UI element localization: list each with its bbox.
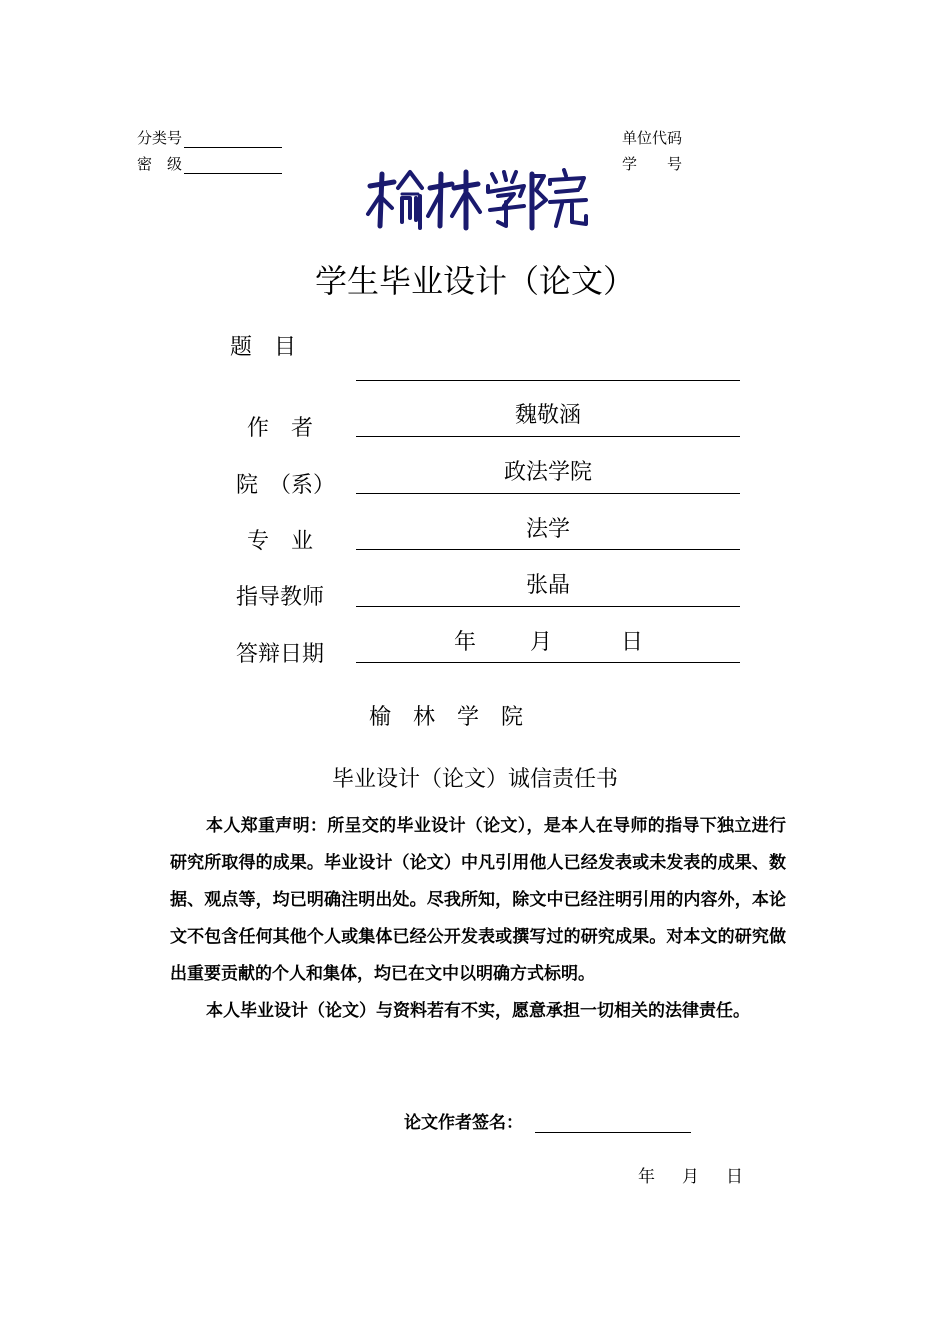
class-no-label: 分类号 — [137, 129, 183, 147]
integrity-title: 毕业设计（论文）诚信责任书 — [331, 767, 618, 792]
unit-code-label: 单位代码 — [622, 129, 683, 147]
signature-underline — [535, 1114, 691, 1133]
school-calligraphy-logo — [364, 168, 590, 234]
advisor-value: 张晶 — [525, 573, 570, 598]
signature-field — [404, 1108, 691, 1133]
dept-value: 政法学院 — [503, 460, 592, 485]
advisor-label: 指导教师 — [236, 585, 325, 610]
declaration-paragraph: 本人毕业设计（论文）与资料若有不实，愿意承担一切相关的法律责任。 — [206, 1001, 750, 1021]
topic-underline — [356, 380, 740, 381]
secret-level-underline — [184, 159, 282, 174]
footer-month: 月 — [682, 1167, 699, 1187]
defense-month: 月 — [530, 630, 553, 655]
school-name: 榆林学院 — [369, 705, 546, 730]
defense-date-label: 答辩日期 — [236, 642, 325, 667]
main-title: 学生毕业设计（论文） — [314, 262, 635, 300]
declaration-body — [170, 808, 786, 1030]
footer-day: 日 — [726, 1167, 743, 1187]
author-value: 魏敬涵 — [514, 403, 581, 428]
secret-level-label: 密 级 — [137, 155, 183, 173]
defense-day: 日 — [621, 630, 644, 655]
signature-label: 论文作者签名： — [404, 1113, 523, 1133]
dept-underline — [356, 493, 740, 494]
topic-label: 题 目 — [230, 335, 297, 360]
dept-label: 院 （系） — [236, 473, 336, 498]
class-no-field — [137, 127, 282, 148]
declaration-paragraph: 本人郑重声明：所呈交的毕业设计（论文），是本人在导师的指导下独立进行研究所取得的成果。毕业设计（论文）中凡引用他人已经发表或未发表的成果、数据、观点等，均已明确注明出处。尽我所知，除文中已经注明引用的内容外，本论文不包含任何其他个人或集体已经公开发表或撰写过的研究成果。对本文的研究做出重要贡献的个人和集体，均已在文中以明确方式标明。 — [170, 816, 786, 984]
author-label: 作 者 — [247, 416, 314, 441]
footer-year: 年 — [638, 1167, 655, 1187]
author-underline — [356, 436, 740, 437]
defense-year: 年 — [454, 630, 477, 655]
major-underline — [356, 549, 740, 550]
class-no-underline — [184, 133, 282, 148]
major-label: 专 业 — [247, 529, 314, 554]
advisor-underline — [356, 606, 740, 607]
defense-date-underline — [356, 662, 740, 663]
major-value: 法学 — [525, 517, 570, 542]
secret-level-field — [137, 153, 282, 174]
student-no-label: 学 号 — [622, 155, 683, 173]
